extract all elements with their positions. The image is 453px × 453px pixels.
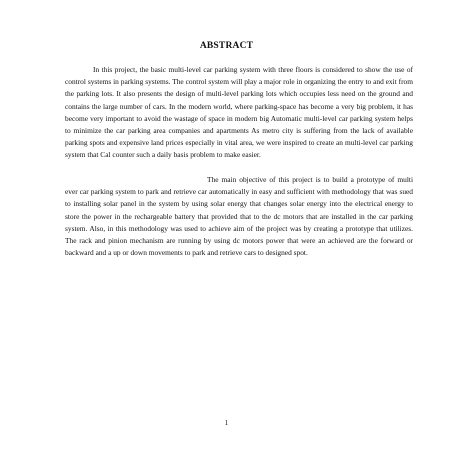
abstract-heading: ABSTRACT [199,41,254,51]
page-number: 1 [224,419,229,427]
abstract-paragraph-1: In this project, the basic multi-level car parking system with three floors is considered to show the use of control systems in parking systems. The control system will play a major role in organizing the entry to and exit from the parking lots. It also presents the design of multi-level parking lots which occupies less need on the ground and contains the large number of cars. In the modern world, where parking-space has become a very big problem, it has become very important to avoid the wastage of space in modern big Automatic multi-level car parking system helps to minimize the car parking area companies and apartments As metro city is suffering from the lack of available parking spots and expensive land prices especially in vital area, we were inspired to create an multi-level car parking system that Cal counter such a daily basis problem to make easier. [65,65,413,160]
abstract-paragraph-2: The main objective of this project is to build a prototype of multi ever car parking system to park and retrieve car automatically in easy and sufficient with methodology that was sued to installing solar panel in the system by using solar energy that changes solar energy into the electrical energy to store the power in the rechargeable battery that provided that to the dc motors that are installed in the car parking system. Also, in this methodology was used to achieve aim of the project was by creating a prototype that utilizes. The rack and pinion mechanism are running by using dc motors power that were an achieved are the forward or backward and a up or down movements to park and retrieve cars to designed spot. [65,175,413,258]
